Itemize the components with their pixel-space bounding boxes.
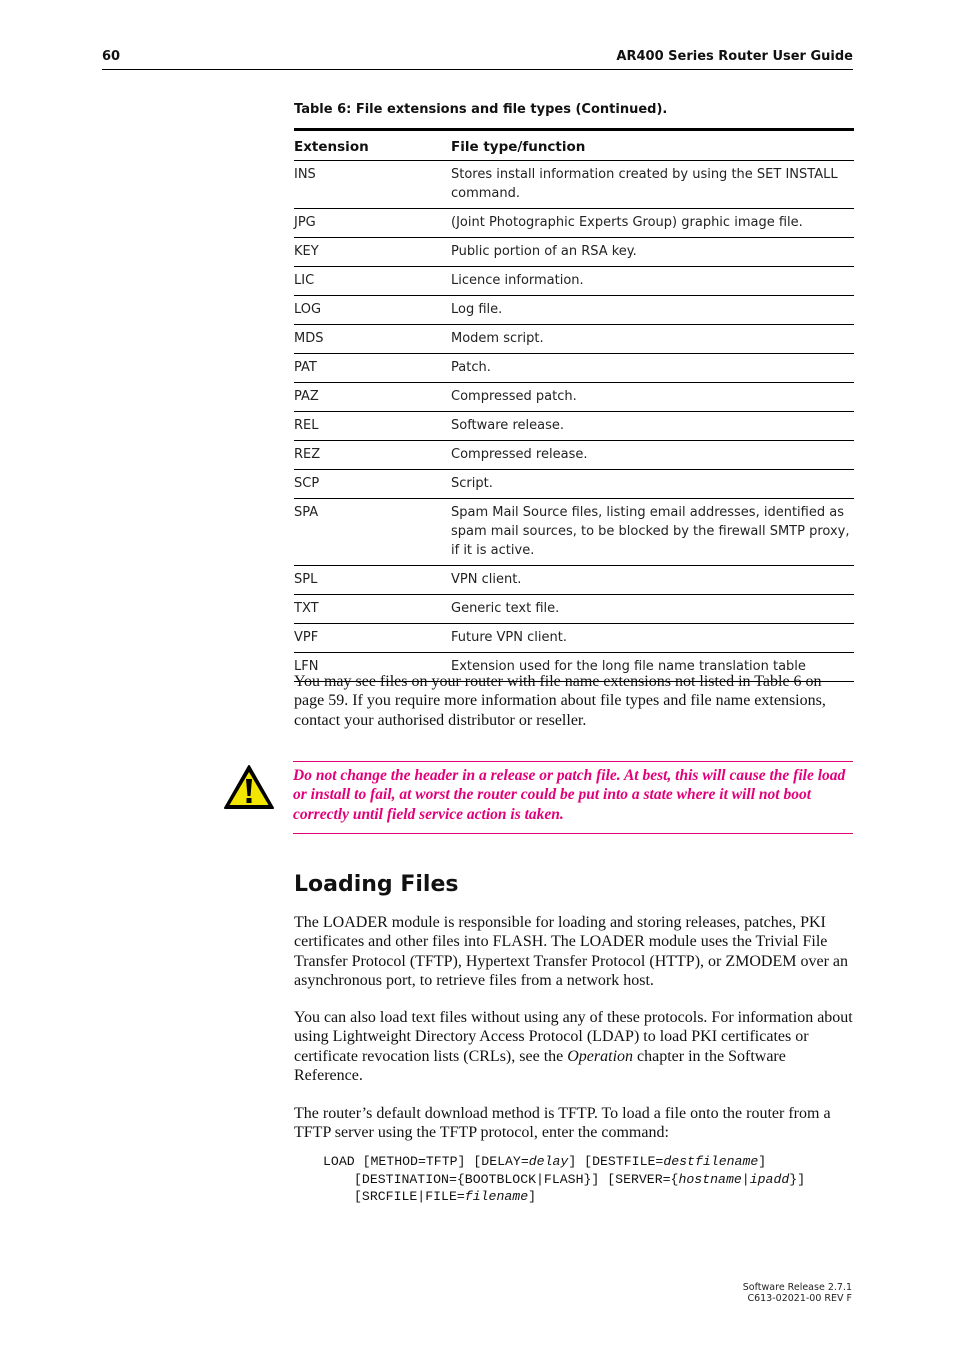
extension-cell: SCP [294,470,451,499]
file-type-cell: Public portion of an RSA key. [451,238,854,267]
table-row [294,441,854,470]
paragraph-text-files-part1: You can also load text files without using any of these protocols. For information about using Lightweight Directory Access Protocol (LDAP) to load PKI certificates or certificate revocation lists (CRLs), see the [294,1009,853,1065]
file-type-cell: Stores install information created by using the SET INSTALL command. [451,161,854,209]
extension-cell: SPA [294,499,451,566]
extension-cell: LOG [294,296,451,325]
table-row [294,470,854,499]
extension-cell: PAZ [294,383,451,412]
table-row [294,595,854,624]
command-line-2: [DESTINATION={BOOTBLOCK|FLASH}] [SERVER={hostname|ipadd}] [354,1171,806,1187]
document-title: AR400 Series Router User Guide [616,49,853,64]
software-release: Software Release 2.7.1 [742,1282,852,1293]
warning-triangle-icon [223,764,275,810]
table-row [294,383,854,412]
extension-cell: TXT [294,595,451,624]
file-type-cell: Spam Mail Source files, listing email addresses, identified as spam mail sources, to be blocked by the firewall SMTP proxy, if it is active. [451,499,854,566]
file-type-cell: Extension used for the long file name translation table [451,653,854,682]
table-header-row [294,130,854,161]
file-type-cell: Compressed release. [451,441,854,470]
command-line-1: LOAD [METHOD=TFTP] [DELAY=delay] [DESTFILE=destfilename] [323,1154,767,1169]
table-row [294,296,854,325]
file-type-cell: Script. [451,470,854,499]
file-type-cell: Generic text file. [451,595,854,624]
page-header [102,48,853,70]
table-row [294,238,854,267]
file-type-cell: Future VPN client. [451,624,854,653]
file-type-cell: Software release. [451,412,854,441]
extension-cell: REL [294,412,451,441]
extension-cell: PAT [294,354,451,383]
file-type-cell: Licence information. [451,267,854,296]
table-row [294,209,854,238]
extension-cell: JPG [294,209,451,238]
page-number: 60 [102,49,121,64]
file-type-cell: Patch. [451,354,854,383]
extension-cell: REZ [294,441,451,470]
extension-cell: VPF [294,624,451,653]
paragraph-loader-module: The LOADER module is responsible for loading and storing releases, patches, PKI certificates and other files into FLASH. The LOADER module uses the Trivial File Transfer Protocol (TFTP), Hypertext Transfer Protocol (HTTP), or ZMODEM over an asynchronous port, to retrieve files from a network host. [294,914,848,989]
file-type-cell: VPN client. [451,566,854,595]
column-header-extension: Extension [294,130,451,161]
document-revision: C613-02021-00 REV F [747,1293,852,1304]
extension-cell: LFN [294,653,451,682]
extension-cell: KEY [294,238,451,267]
extension-cell: INS [294,161,451,209]
file-type-cell: Log file. [451,296,854,325]
command-line-3: [SRCFILE|FILE=filename] [354,1189,537,1205]
file-extensions-table [294,128,854,682]
paragraph-extensions-note: You may see files on your router with file name extensions not listed in Table 6 on page 59. If you require more information about file types and file name extensions, contact your authorised distributor or reseller. [294,673,826,729]
file-type-cell: Compressed patch. [451,383,854,412]
table-row [294,161,854,209]
file-type-cell: Modem script. [451,325,854,354]
table-row [294,412,854,441]
table-row [294,325,854,354]
table-caption: Table 6: File extensions and file types (Continued). [294,102,668,117]
column-header-file-type: File type/function [451,130,854,161]
extension-cell: SPL [294,566,451,595]
paragraph-text-files-part2: chapter in the Software Reference. [294,1047,786,1084]
warning-text: Do not change the header in a release or patch file. At best, this will cause the file load or install to fail, at worst the router could be put into a state where it will not boot correctly until field service action is taken. [293,767,846,823]
table-row [294,499,854,566]
table-row [294,267,854,296]
paragraph-text-files [294,1008,854,1085]
warning-callout [293,761,853,834]
paragraph-default-download: The router’s default download method is TFTP. To load a file onto the router from a TFTP server using the TFTP protocol, enter the command: [294,1105,831,1142]
file-type-cell: (Joint Photographic Experts Group) graphic image file. [451,209,854,238]
table-row [294,566,854,595]
table-row [294,354,854,383]
table-row [294,624,854,653]
extension-cell: LIC [294,267,451,296]
page-footer [743,1282,852,1304]
extension-cell: MDS [294,325,451,354]
section-title: Loading Files [294,872,459,897]
operation-chapter-name: Operation [567,1047,634,1065]
load-command-syntax [323,1153,805,1206]
